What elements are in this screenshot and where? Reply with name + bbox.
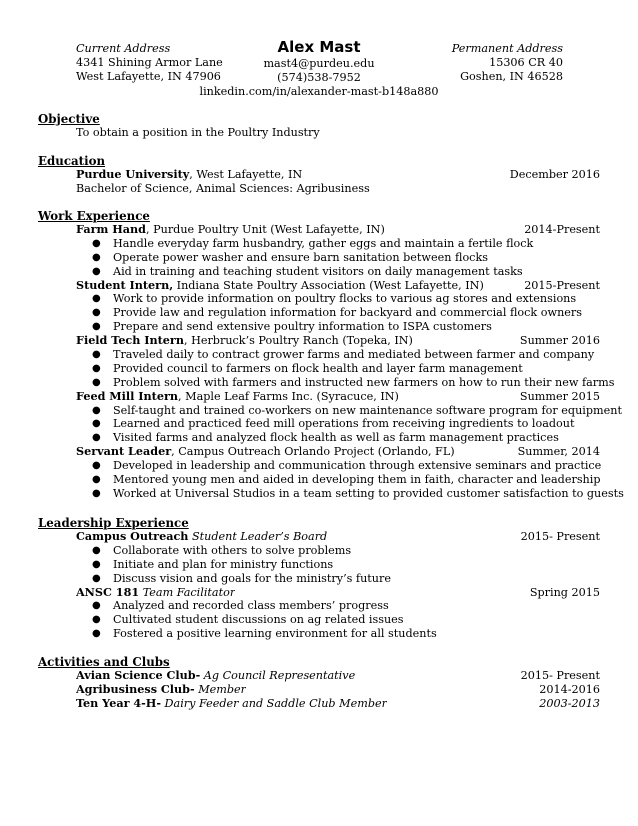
- bullet-icon: ●: [92, 237, 101, 249]
- bullet-icon: ●: [92, 321, 101, 333]
- work-heading: Work Experience: [38, 209, 150, 223]
- leadership-bullet: ● Analyzed and recorded class members’ progress: [92, 599, 389, 613]
- job-role: Student Intern,: [76, 278, 174, 292]
- activity-org: Avian Science Club-: [76, 669, 201, 682]
- bullet-icon: ●: [92, 487, 101, 499]
- activity-role: Member: [194, 682, 247, 696]
- leadership-date: Spring 2015: [529, 585, 600, 599]
- job-org: , Purdue Poultry Unit (West Lafayette, IN): [145, 223, 385, 236]
- job-entry: [38, 445, 624, 501]
- job-bullet: ● Developed in leadership and communication through extensive seminars and practice: [92, 459, 602, 473]
- job-bullet: ● Work to provide information on poultry flocks to various ag stores and extensions: [92, 292, 577, 306]
- job-entry: [38, 223, 600, 279]
- bullet-icon: ●: [92, 572, 101, 584]
- leadership-org: ANSC 181: [76, 585, 140, 599]
- bullet-icon: ●: [92, 404, 101, 416]
- job-date: 2014-Present: [524, 223, 600, 236]
- linkedin-link[interactable]: linkedin.com/in/alexander-mast-b148a880: [199, 84, 439, 98]
- bullet-icon: ●: [92, 558, 101, 570]
- job-bullet: ● Provided council to farmers on flock health and layer farm management: [92, 361, 523, 375]
- leadership-role: Team Facilitator: [139, 585, 236, 599]
- education-row: [38, 168, 600, 182]
- bullet-icon: ●: [92, 544, 101, 556]
- job-role: Field Tech Intern: [76, 334, 184, 348]
- bullet-icon: ●: [92, 474, 101, 486]
- leadership-entry: [38, 586, 600, 642]
- bullet-icon: ●: [92, 251, 101, 263]
- job-date: Summer 2015: [519, 389, 600, 403]
- permanent-address-label: Permanent Address: [451, 42, 563, 55]
- bullet-icon: ●: [92, 418, 101, 430]
- job-bullet: ● Provide law and regulation information for backyard and commercial flock owners: [92, 306, 582, 320]
- activity-date: 2015- Present: [520, 669, 600, 682]
- job-org: Indiana State Poultry Association (West Lafayette, IN): [173, 278, 484, 292]
- job-date: Summer 2016: [519, 334, 600, 348]
- education-date: December 2016: [509, 168, 600, 181]
- activities-section: [38, 655, 600, 711]
- objective-section: [38, 112, 600, 140]
- job-bullet: ● Prepare and send extensive poultry information to ISPA customers: [92, 320, 492, 334]
- candidate-name: Alex Mast: [277, 38, 361, 56]
- leadership-section: [38, 516, 600, 641]
- job-role: Servant Leader: [76, 445, 172, 459]
- leadership-entry: [38, 530, 600, 586]
- job-bullet: ● Visited farms and analyzed flock health as well as farm management practices: [92, 431, 559, 445]
- job-org: , Campus Outreach Orlando Project (Orlando, FL): [171, 445, 455, 459]
- activity-role: Dairy Feeder and Saddle Club Member: [161, 696, 387, 710]
- permanent-address-line1: 15306 CR 40: [489, 55, 563, 69]
- activity-row: [38, 697, 600, 711]
- leadership-bullet: ● Initiate and plan for ministry functions: [92, 557, 334, 571]
- job-role: Farm Hand: [76, 223, 146, 236]
- leadership-bullet: ● Collaborate with others to solve problems: [92, 543, 352, 557]
- job-org: , Maple Leaf Farms Inc. (Syracuce, IN): [178, 389, 399, 403]
- job-bullet: ● Learned and practiced feed mill operations from receiving ingredients to loadout: [92, 417, 575, 431]
- bullet-icon: ●: [92, 628, 101, 640]
- school-location: , West Lafayette, IN: [189, 168, 303, 181]
- current-address-label: Current Address: [76, 42, 171, 55]
- job-date: 2015-Present: [524, 278, 600, 292]
- education-heading: Education: [38, 154, 106, 168]
- job-bullet: ● Traveled daily to contract grower farms and mediated between farmer and company: [92, 348, 595, 362]
- job-entry: [38, 334, 615, 390]
- bullet-icon: ●: [92, 600, 101, 612]
- current-address-line1: 4341 Shining Armor Lane: [76, 55, 223, 69]
- job-bullet: ● Mentored young men and aided in developing them in faith, character and leadership: [92, 473, 601, 487]
- leadership-role: Student Leader’s Board: [188, 530, 328, 543]
- bullet-icon: ●: [92, 293, 101, 305]
- bullet-icon: ●: [92, 362, 101, 374]
- activity-row: [38, 683, 600, 697]
- activity-org: Agribusiness Club-: [76, 682, 195, 696]
- job-bullet: ● Worked at Universal Studios in a team setting to provided customer satisfaction to guests: [92, 486, 624, 500]
- activities-heading: Activities and Clubs: [38, 655, 170, 669]
- activity-date: 2003-2013: [539, 696, 600, 710]
- objective-text: To obtain a position in the Poultry Industry: [76, 126, 320, 139]
- bullet-icon: ●: [92, 349, 101, 361]
- activity-org: Ten Year 4-H-: [76, 696, 161, 710]
- leadership-bullet: ● Discuss vision and goals for the ministry’s future: [92, 571, 391, 585]
- current-address-line2: West Lafayette, IN 47906: [76, 69, 221, 83]
- leadership-heading: Leadership Experience: [38, 516, 189, 530]
- job-bullet: ● Self-taught and trained co-workers on new maintenance software program for equipment: [92, 403, 622, 417]
- bullet-icon: ●: [92, 265, 101, 277]
- job-bullet: ● Problem solved with farmers and instructed new farmers on how to run their new farms: [92, 375, 615, 389]
- activity-row: [38, 669, 600, 683]
- education-section: [38, 154, 600, 196]
- bullet-icon: ●: [92, 460, 101, 472]
- work-section: [38, 209, 624, 501]
- activity-date: 2014-2016: [539, 682, 600, 696]
- leadership-bullet: ● Cultivated student discussions on ag related issues: [92, 613, 404, 627]
- job-entry: [38, 389, 622, 446]
- school-name: Purdue University: [76, 168, 190, 181]
- job-org: , Herbruck’s Poultry Ranch (Topeka, IN): [183, 334, 413, 348]
- job-bullet: ● Aid in training and teaching student visitors on daily management tasks: [92, 264, 523, 278]
- bullet-icon: ●: [92, 614, 101, 626]
- objective-heading: Objective: [38, 112, 100, 126]
- permanent-address-line2: Goshen, IN 46528: [460, 69, 563, 83]
- phone-number: (574)538-7952: [277, 70, 361, 84]
- job-bullet: ● Handle everyday farm husbandry, gather eggs and maintain a fertile flock: [92, 236, 534, 250]
- leadership-bullet: ● Fostered a positive learning environment for all students: [92, 627, 437, 641]
- job-date: Summer, 2014: [517, 445, 600, 459]
- bullet-icon: ●: [92, 307, 101, 319]
- bullet-icon: ●: [92, 432, 101, 444]
- job-role: Feed Mill Intern: [76, 389, 178, 403]
- job-entry: [38, 279, 600, 335]
- activity-role: Ag Council Representative: [200, 669, 356, 682]
- job-bullet: ● Operate power washer and ensure barn sanitation between flocks: [92, 250, 488, 264]
- leadership-org: Campus Outreach: [76, 530, 189, 543]
- email-link[interactable]: mast4@purdeu.edu: [263, 57, 375, 70]
- permanent-address: [383, 42, 563, 84]
- leadership-date: 2015- Present: [520, 530, 600, 543]
- degree: Bachelor of Science, Animal Sciences: Agribusiness: [76, 181, 370, 195]
- bullet-icon: ●: [92, 376, 101, 388]
